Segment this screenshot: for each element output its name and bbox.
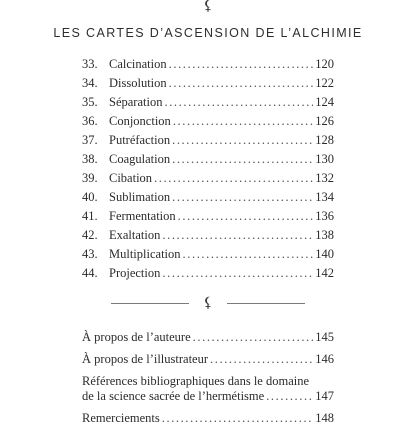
toc-entry[interactable]: [82, 264, 334, 283]
toc-entry[interactable]: [82, 131, 334, 150]
entry-title: Séparation: [109, 95, 163, 109]
toc-entry[interactable]: [82, 150, 334, 169]
entry-number: 35.: [82, 95, 98, 109]
ornament-separator-icon: ⚸: [202, 295, 214, 311]
entry-page: 126: [315, 114, 334, 128]
entry-page: 145: [315, 330, 334, 344]
entry-title: Putréfaction: [109, 133, 171, 147]
entry-page: 134: [315, 190, 334, 204]
entry-number: 34.: [82, 76, 98, 90]
dot-leader: [210, 352, 313, 367]
entry-page: 148: [315, 411, 334, 425]
entry-page: 132: [315, 171, 334, 185]
entry-number: 40.: [82, 190, 98, 204]
dot-leader: [162, 411, 314, 426]
entry-title: Exaltation: [109, 228, 161, 242]
thanks-entry[interactable]: [82, 411, 334, 426]
references-entry[interactable]: [82, 374, 334, 404]
dot-leader: [169, 55, 314, 74]
entry-page: 130: [315, 152, 334, 166]
dot-leader: [172, 188, 313, 207]
entry-title: Conjonction: [109, 114, 171, 128]
entry-page: 140: [315, 247, 334, 261]
entry-title: Calcination: [109, 57, 167, 71]
toc-entry[interactable]: [82, 55, 334, 74]
entry-page: 136: [315, 209, 334, 223]
entry-title: Dissolution: [109, 76, 167, 90]
section-separator: [0, 296, 416, 310]
toc-entry[interactable]: [82, 188, 334, 207]
toc-entry[interactable]: [82, 226, 334, 245]
dot-leader: [164, 93, 313, 112]
entry-number: 43.: [82, 247, 98, 261]
about-illustrator-entry[interactable]: [82, 352, 334, 367]
about-author-entry[interactable]: [82, 330, 334, 345]
toc-entry[interactable]: [82, 74, 334, 93]
entry-title: Multiplication: [109, 247, 181, 261]
entry-number: 44.: [82, 266, 98, 280]
entry-number: 33.: [82, 57, 98, 71]
entry-page: 124: [315, 95, 334, 109]
entry-title: Cibation: [109, 171, 153, 185]
entry-number: 36.: [82, 114, 98, 128]
toc-entry[interactable]: [82, 169, 334, 188]
entry-number: 39.: [82, 171, 98, 185]
dot-leader: [154, 169, 313, 188]
entry-title-line-2: de la science sacrée de l’hermétisme: [82, 389, 265, 403]
toc-entry[interactable]: [82, 93, 334, 112]
entry-number: 41.: [82, 209, 98, 223]
dot-leader: [162, 264, 313, 283]
entry-page: 120: [315, 57, 334, 71]
dot-leader: [173, 112, 313, 131]
entry-number: 37.: [82, 133, 98, 147]
entry-title: À propos de l’illustrateur: [82, 352, 209, 366]
back-matter-list: [82, 330, 334, 433]
dot-leader: [178, 207, 314, 226]
entry-title: Sublimation: [109, 190, 171, 204]
section-title: LES CARTES D’ASCENSION DE L’ALCHIMIE: [53, 26, 363, 40]
entry-page: 122: [315, 76, 334, 90]
entry-title-line-1: Références bibliographiques dans le domaine: [82, 374, 310, 388]
entry-page: 142: [315, 266, 334, 280]
toc-entry[interactable]: [82, 207, 334, 226]
entry-title: Remerciements: [82, 411, 160, 425]
entry-page: 128: [315, 133, 334, 147]
entry-number: 38.: [82, 152, 98, 166]
dot-leader: [193, 330, 314, 345]
dot-leader: [183, 245, 314, 264]
entry-title: Fermentation: [109, 209, 176, 223]
ornament-top-icon: ⚸: [202, 0, 214, 14]
toc-list: [82, 55, 334, 283]
separator-line-right: [227, 303, 305, 304]
dot-leader: [266, 389, 313, 404]
dot-leader: [169, 74, 314, 93]
entry-number: 42.: [82, 228, 98, 242]
toc-entry[interactable]: [82, 245, 334, 264]
toc-entry[interactable]: [82, 112, 334, 131]
entry-page: 146: [315, 352, 334, 366]
separator-line-left: [111, 303, 189, 304]
entry-title: Projection: [109, 266, 161, 280]
entry-page: 138: [315, 228, 334, 242]
entry-title: À propos de l’auteure: [82, 330, 191, 344]
dot-leader: [162, 226, 313, 245]
dot-leader: [172, 131, 313, 150]
entry-page: 147: [315, 389, 334, 403]
dot-leader: [172, 150, 313, 169]
entry-title: Coagulation: [109, 152, 171, 166]
